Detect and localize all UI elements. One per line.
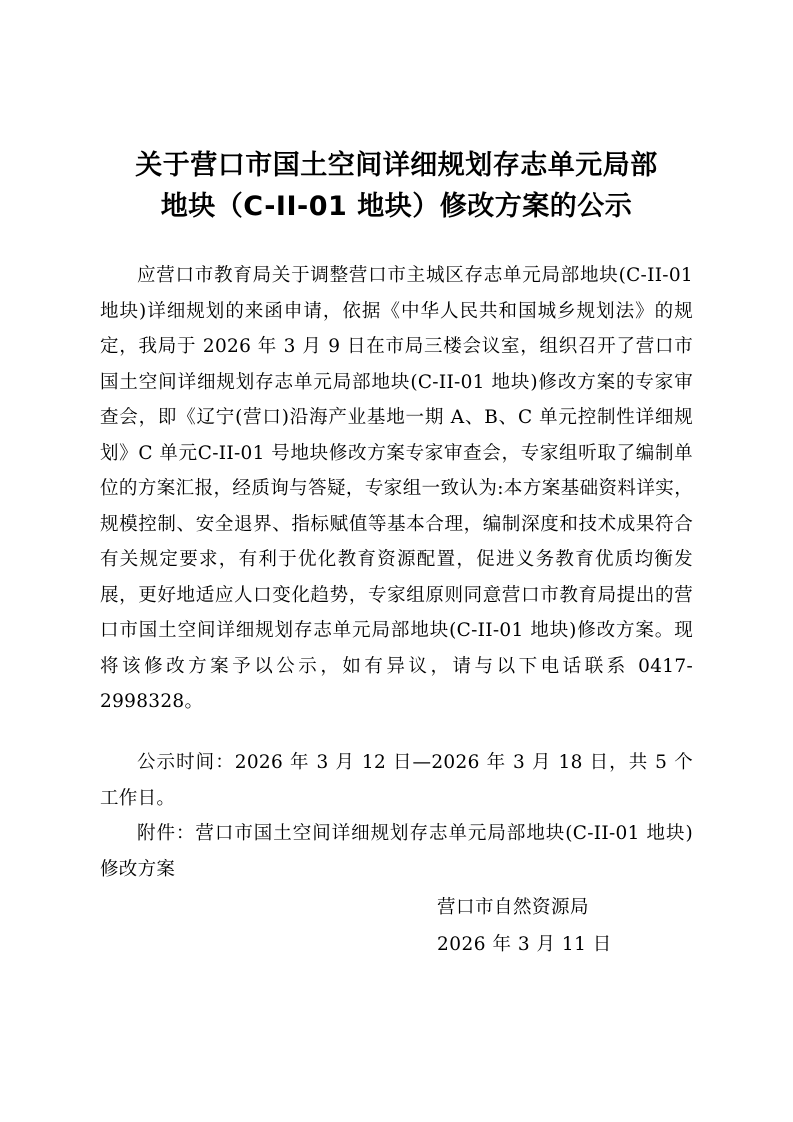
body-paragraph-attachment: 附件：营口市国土空间详细规划存志单元局部地块(C-II-01 地块)修改方案 — [100, 823, 693, 880]
signature-date: 2026 年 3 月 11 日 — [437, 934, 612, 955]
document-title-line-1: 关于营口市国土空间详细规划存志单元局部 — [135, 150, 658, 181]
signature-organization: 营口市自然资源局 — [437, 897, 590, 918]
body-paragraph-publicity-period: 公示时间：2026 年 3 月 12 日—2026 年 3 月 18 日，共 5 个工作日。 — [100, 752, 693, 809]
document-title-line-2: 地块（C-II-01 地块）修改方案的公示 — [160, 191, 633, 222]
body-paragraph-main: 应营口市教育局关于调整营口市主城区存志单元局部地块(C-II-01 地块)详细规划的来函申请，依据《中华人民共和国城乡规划法》的规定，我局于 2026 年 3 月 9 日在市局三楼会议室，组织召开了营口市国土空间详细规划存志单元局部地块(C-II-01 地块)修改方案的专家审查会，即《辽宁(营口)沿海产业基地一期 A、B、C 单元控制性详细规划》C 单元C-II-01 号地块修改方案专家审查会，专家组听取了编制单位的方案汇报，经质询与答疑，专家组一致认为:本方案基础资料详实，规模控制、安全退界、指标赋值等基本合理，编制深度和技术成果符合有关规定要求，有利于优化教育资源配置，促进义务教育优质均衡发展，更好地适应人口变化趋势，专家组原则同意营口市教育局提出的营口市国土空间详细规划存志单元局部地块(C-II-01 地块)修改方案。现将该修改方案予以公示，如有异议，请与以下电话联系 0417-2998328。 — [100, 265, 693, 712]
